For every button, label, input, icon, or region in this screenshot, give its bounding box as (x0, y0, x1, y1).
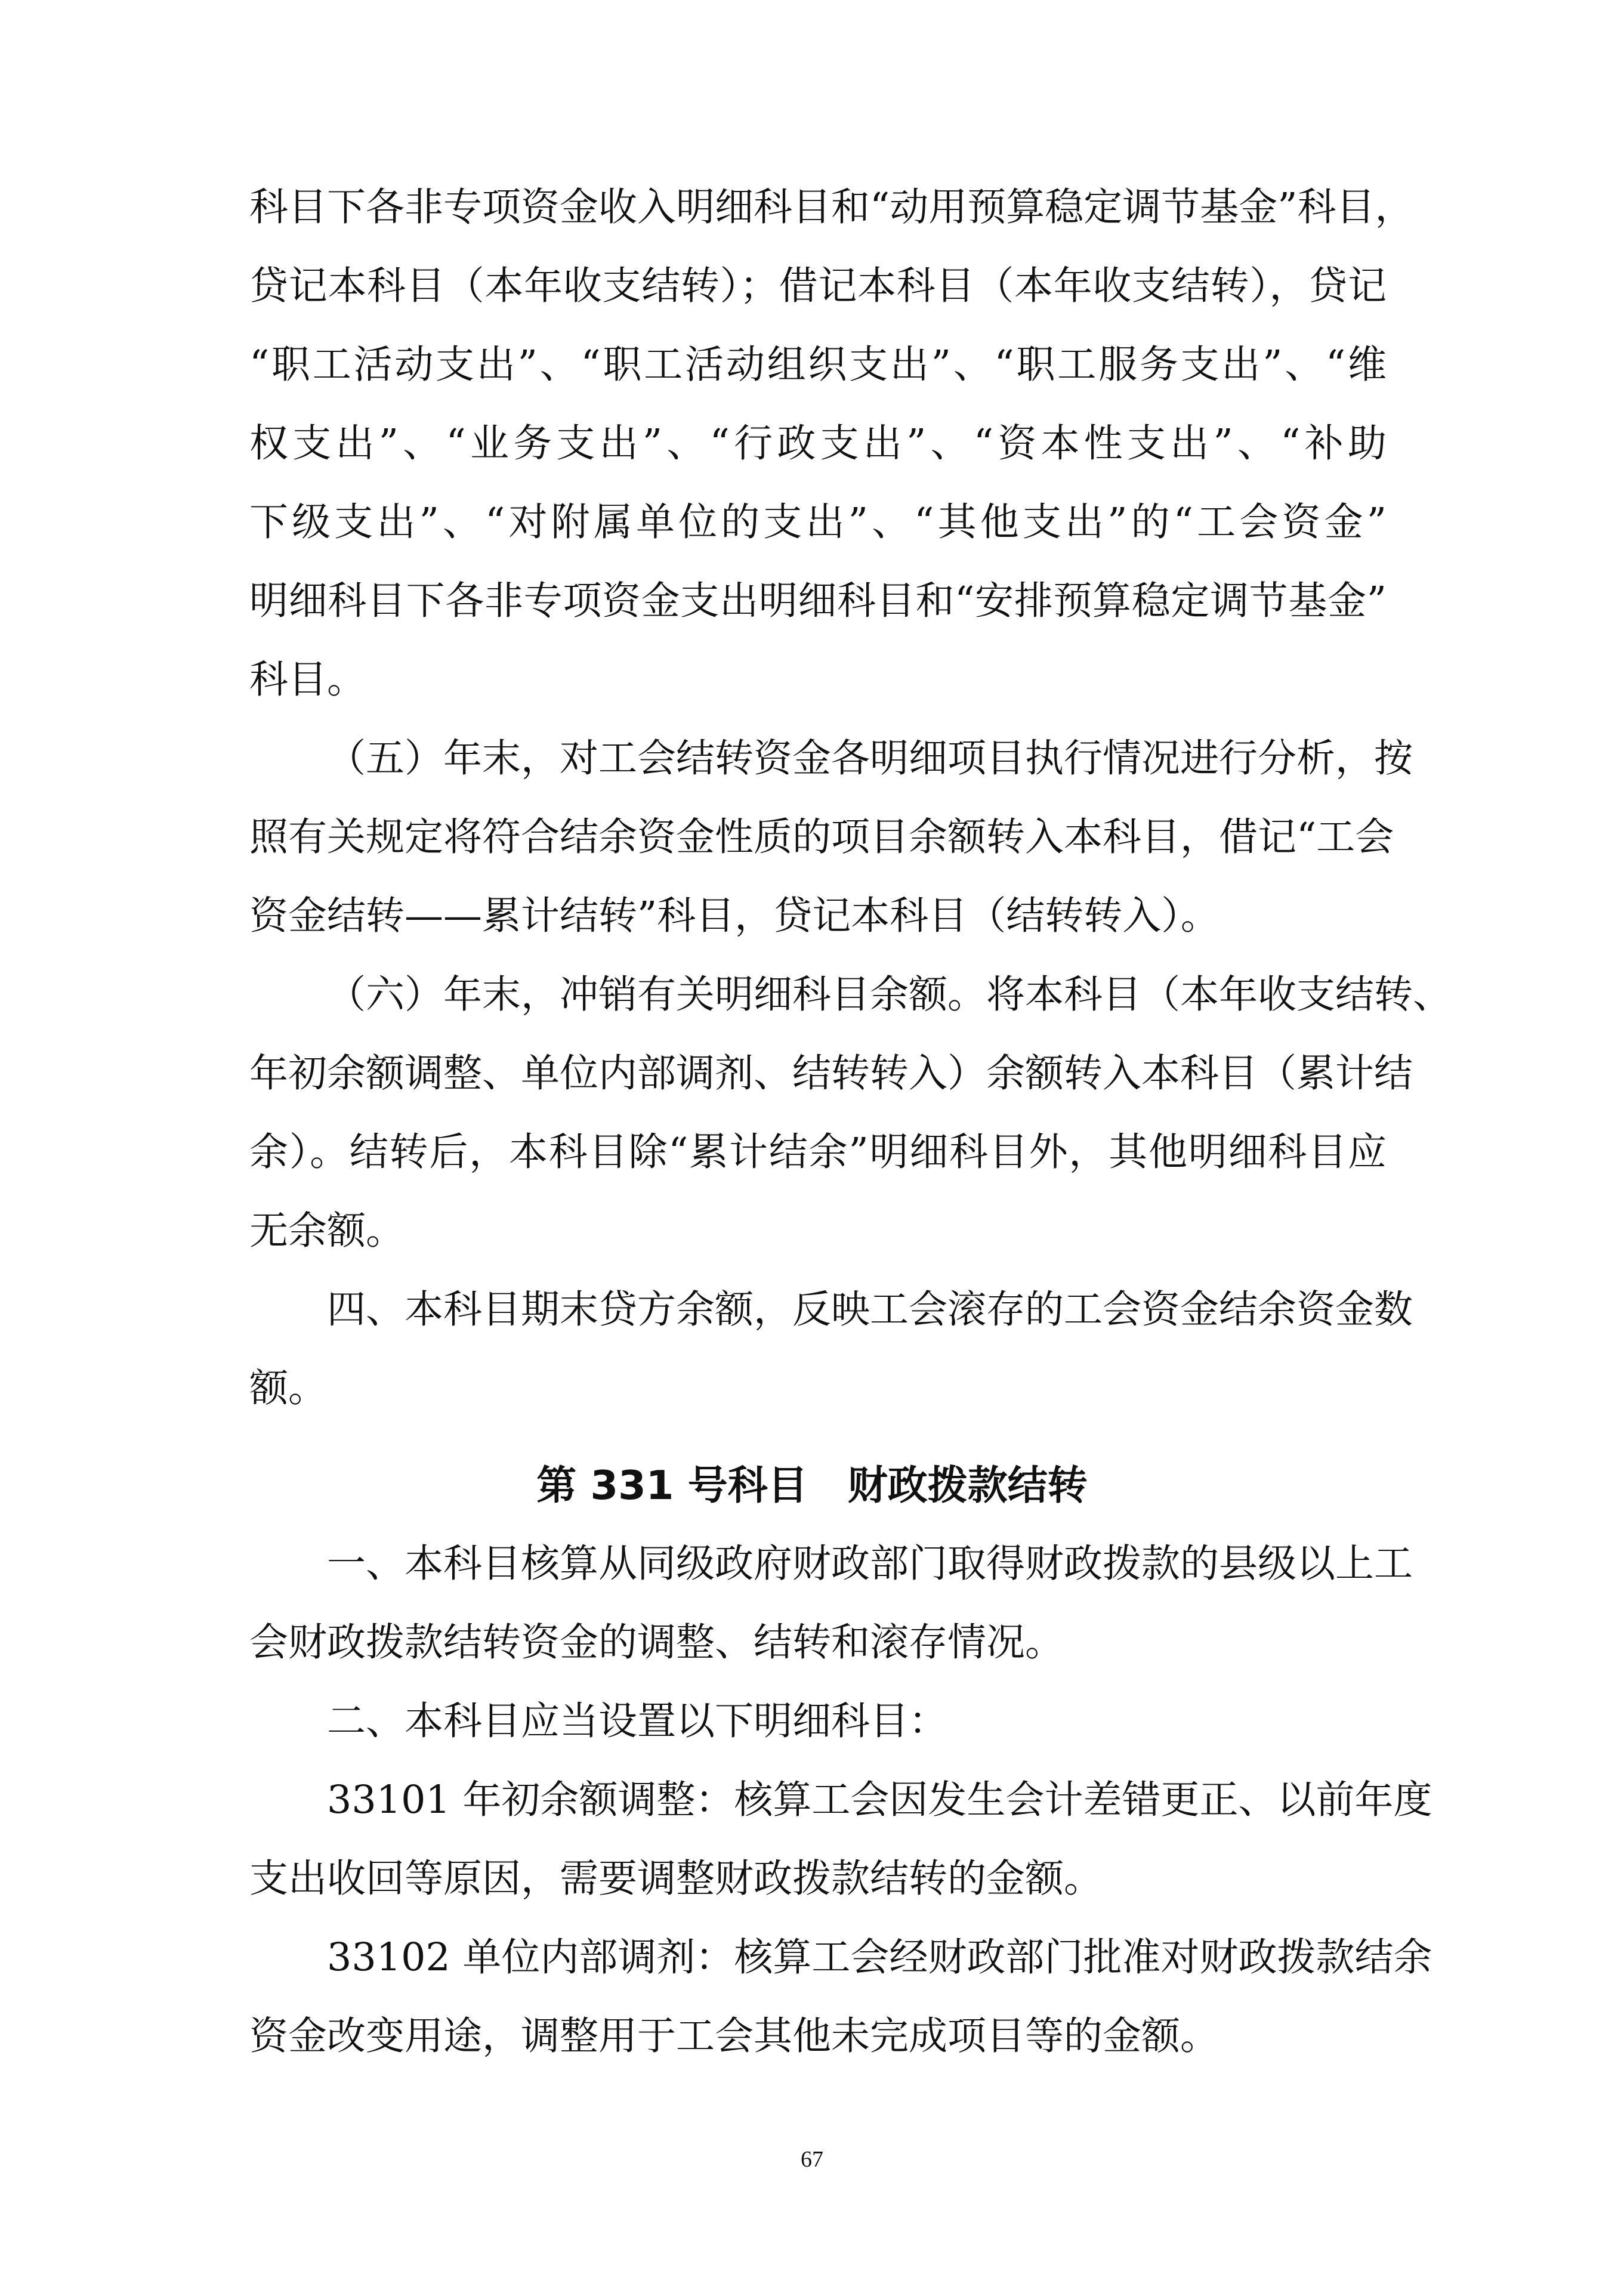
paragraph-line: 科目。 (249, 657, 366, 702)
paragraph-line: 余）。结转后，本科目除“累计结余”明细科目外，其他明细科目应 (249, 1130, 1387, 1175)
section-heading: 第 331 号科目 财政拨款结转 (536, 1462, 1088, 1509)
paragraph-line: 年初余额调整、单位内部调剂、结转转入）余额转入本科目（累计结 (249, 1051, 1413, 1096)
paragraph-line: 贷记本科目（本年收支结转）；借记本科目（本年收支结转），贷记 (249, 264, 1387, 308)
paragraph-line: 照有关规定将符合结余资金性质的项目余额转入本科目，借记“工会 (249, 815, 1394, 860)
paragraph-line: 明细科目下各非专项资金支出明细科目和“安排预算稳定调节基金” (249, 579, 1387, 623)
paragraph-line: 资金结转——累计结转”科目，贷记本科目（结转转入）。 (249, 894, 1219, 938)
paragraph-line: 会财政拨款结转资金的调整、结转和滚存情况。 (249, 1620, 1064, 1665)
paragraph-line: （五）年末，对工会结转资金各明细项目执行情况进行分析，按 (327, 736, 1413, 781)
paragraph-line: 权支出”、“业务支出”、“行政支出”、“资本性支出”、“补助 (249, 421, 1387, 466)
paragraph-line: 资金改变用途，调整用于工会其他未完成项目等的金额。 (249, 2014, 1219, 2059)
paragraph-line: 支出收回等原因，需要调整财政拨款结转的金额。 (249, 1856, 1103, 1901)
paragraph-line: 下级支出”、“对附属单位的支出”、“其他支出”的“工会资金” (249, 500, 1387, 545)
paragraph-line: 额。 (249, 1366, 328, 1411)
paragraph-line: 一、本科目核算从同级政府财政部门取得财政拨款的县级以上工 (327, 1541, 1413, 1586)
paragraph-line: 二、本科目应当设置以下明细科目： (327, 1699, 948, 1744)
paragraph-line: 33102 单位内部调剂：核算工会经财政部门批准对财政拨款结余 (327, 1935, 1432, 1980)
paragraph-line: 33101 年初余额调整：核算工会因发生会计差错更正、以前年度 (327, 1778, 1432, 1822)
paragraph-line: 无余额。 (249, 1209, 405, 1253)
paragraph-line: 四、本科目期末贷方余额，反映工会滚存的工会资金结余资金数 (327, 1287, 1413, 1332)
page-number: 67 (801, 2147, 823, 2172)
paragraph-line: 科目下各非专项资金收入明细科目和“动用预算稳定调节基金”科目， (249, 185, 1414, 230)
paragraph-line: （六）年末，冲销有关明细科目余额。将本科目（本年收支结转、 (327, 972, 1452, 1017)
paragraph-line: “职工活动支出”、“职工活动组织支出”、“职工服务支出”、“维 (249, 342, 1387, 387)
